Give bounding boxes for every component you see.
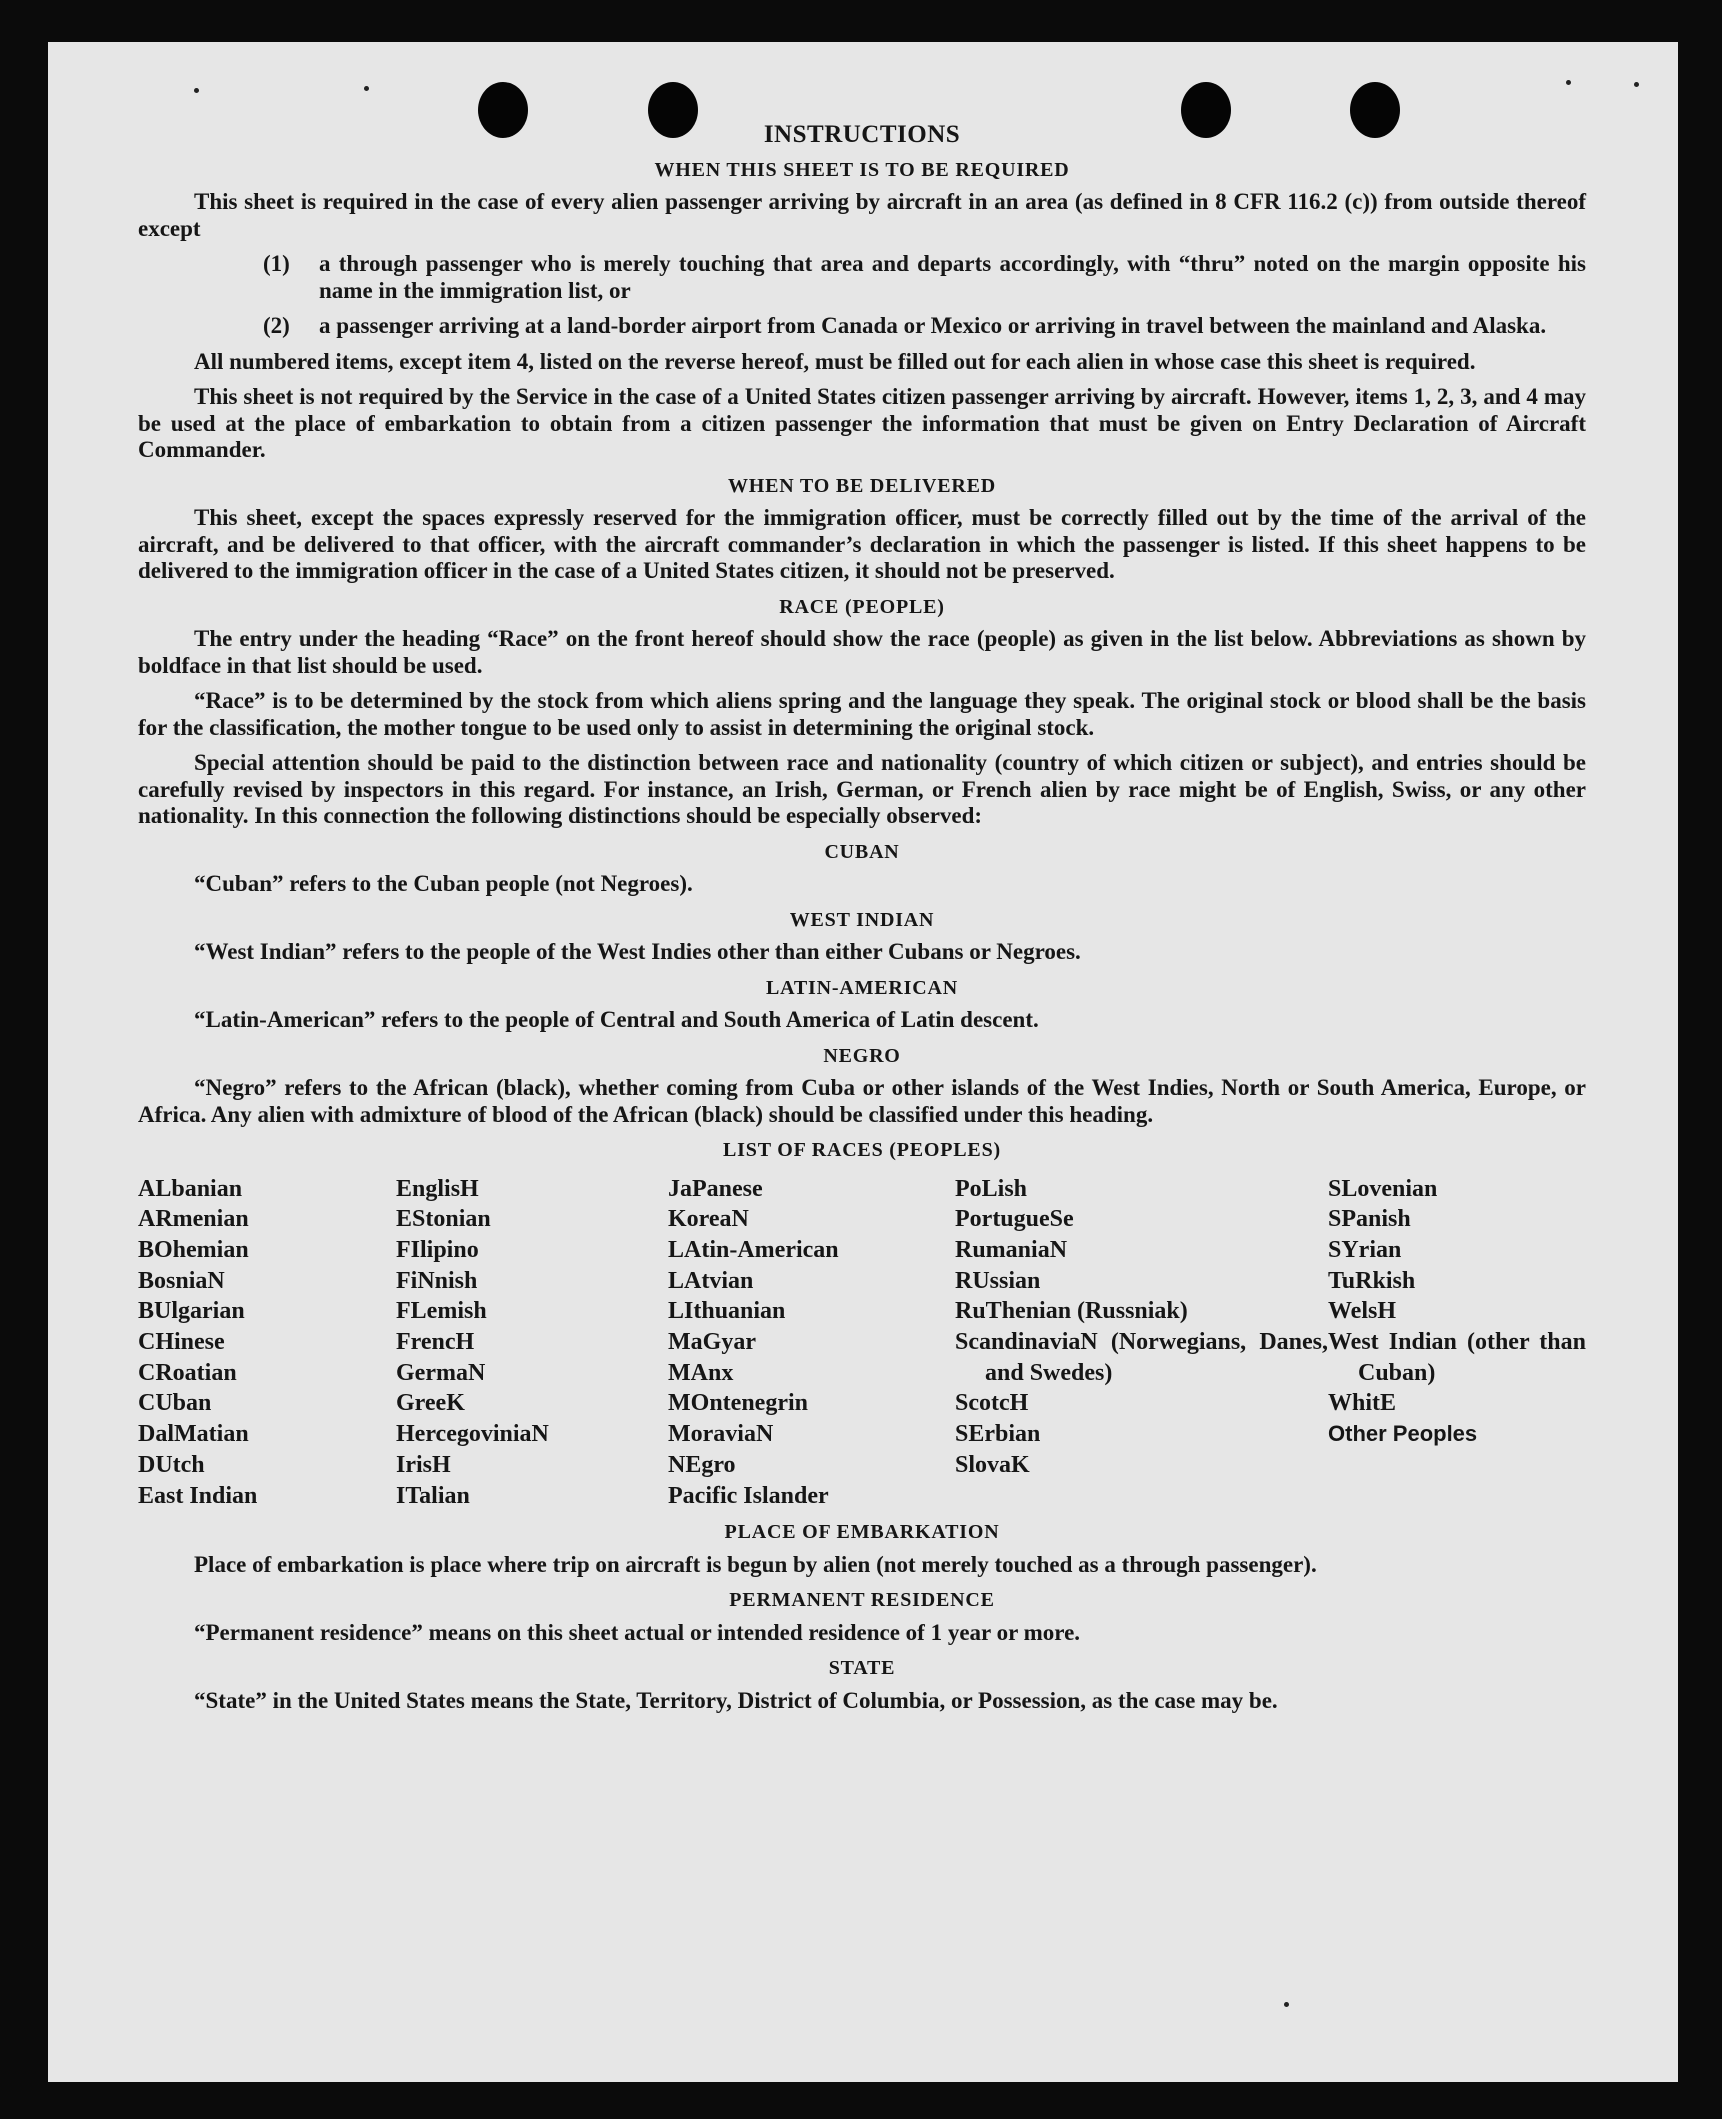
race-entry: RuThenian (Russniak) <box>955 1298 1188 1325</box>
paragraph: “State” in the United States means the State, Territory, District of Columbia, or Possession, as the case may be. <box>194 1687 1278 1713</box>
race-entry: IrisH <box>396 1451 451 1478</box>
race-entry: CHinese <box>138 1329 225 1356</box>
race-entry: HercegoviniaN <box>396 1421 549 1448</box>
paragraph: “West Indian” refers to the people of the West Indies other than either Cubans or Negroes. <box>194 939 1081 964</box>
race-entry: FiNnish <box>396 1267 478 1294</box>
race-entry: BosniaN <box>138 1267 225 1294</box>
section-heading: WHEN THIS SHEET IS TO BE REQUIRED <box>654 158 1070 181</box>
race-entry: FIlipino <box>396 1236 479 1263</box>
race-entry: LIthuanian <box>668 1298 786 1325</box>
race-entry: FLemish <box>396 1298 487 1325</box>
race-column <box>668 1174 955 1512</box>
paragraph: “Permanent residence” means on this sheet actual or intended residence of 1 year or more. <box>194 1619 1081 1645</box>
section-heading: LIST OF RACES (PEOPLES) <box>723 1139 1001 1161</box>
paragraph: All numbered items, except item 4, listed on the reverse hereof, must be filled out for each alien in whose case this sheet is required. <box>194 348 1476 374</box>
speck <box>1566 80 1571 85</box>
item-text: a passenger arriving at a land-border airport from Canada or Mexico or arriving in travel between the mainland and Alaska. <box>319 313 1547 338</box>
race-entry: GermaN <box>396 1359 486 1386</box>
race-entry: GreeK <box>396 1390 465 1417</box>
race-entry: SYrian <box>1328 1236 1402 1263</box>
race-entry: MOntenegrin <box>668 1390 808 1417</box>
paragraph: “Cuban” refers to the Cuban people (not Negroes). <box>194 871 693 896</box>
speck <box>1634 82 1639 87</box>
paragraph: “Race” is to be determined by the stock from which aliens spring and the language they speak. The original stock or blood shall be the basis for the classification, the mother tongue to be used only to assist in determining the original stock. <box>138 688 1586 740</box>
race-entry: LAtin-American <box>668 1236 839 1263</box>
race-entry: EnglisH <box>396 1175 479 1202</box>
paragraph: This sheet is not required by the Service in the case of a United States citizen passenger arriving by aircraft. However, items 1, 2, 3, and 4 may be used at the place of embarkation to obtain from a citizen passenger the information that must be given on Entry Declaration of Aircraft Commander. <box>138 384 1586 462</box>
race-entry: KoreaN <box>668 1206 749 1233</box>
section-heading: LATIN-AMERICAN <box>766 976 958 999</box>
speck <box>194 88 199 93</box>
race-entry: DalMatian <box>138 1421 249 1448</box>
item-text: a through passenger who is merely touching that area and departs accordingly, with “thru” noted on the margin opposite his name in the immigration list, or <box>319 251 1586 303</box>
race-entry: BOhemian <box>138 1236 249 1263</box>
race-entry: PoLish <box>955 1175 1028 1202</box>
paragraph: “Negro” refers to the African (black), whether coming from Cuba or other islands of the West Indies, North or South America, Europe, or Africa. Any alien with admixture of blood of the African (black) should be classified under this heading. <box>138 1075 1586 1127</box>
race-entry: East Indian <box>138 1482 258 1509</box>
paragraph: This sheet, except the spaces expressly reserved for the immigration officer, must be correctly filled out by the time of the arrival of the aircraft, and be delivered to that officer, with the aircraft commander’s declaration in which the passenger is listed. If this sheet happens to be delivered to the immigration officer in the case of a United States citizen, it should not be preserved. <box>138 505 1586 583</box>
race-column <box>396 1174 668 1512</box>
race-list <box>138 1174 1586 1512</box>
section-heading: NEGRO <box>823 1044 901 1067</box>
race-entry: ScandinaviaN (Norwegians, Danes, and Swedes) <box>955 1329 1328 1386</box>
race-entry: WelsH <box>1328 1298 1397 1325</box>
paragraph: This sheet is required in the case of every alien passenger arriving by aircraft in an area (as defined in 8 CFR 116.2 (c)) from outside thereof except <box>138 189 1586 241</box>
race-column <box>138 1174 396 1512</box>
race-entry: JaPanese <box>668 1175 763 1202</box>
race-entry: MaGyar <box>668 1329 756 1356</box>
race-entry: ScotcH <box>955 1390 1029 1417</box>
race-entry-other: Other Peoples <box>1328 1421 1478 1447</box>
race-entry: SlovaK <box>955 1451 1030 1478</box>
section-heading: RACE (PEOPLE) <box>779 595 945 618</box>
race-entry: SLovenian <box>1328 1175 1438 1202</box>
race-entry: ITalian <box>396 1482 470 1509</box>
section-heading: WHEN TO BE DELIVERED <box>727 474 997 497</box>
race-entry: SErbian <box>955 1421 1041 1448</box>
item-number: (2) <box>263 313 290 338</box>
race-entry: TuRkish <box>1328 1267 1416 1294</box>
numbered-item <box>263 313 1586 340</box>
paragraph: “Latin-American” refers to the people of Central and South America of Latin descent. <box>194 1007 1039 1032</box>
section-heading: CUBAN <box>824 840 900 863</box>
section-heading: PLACE OF EMBARKATION <box>724 1521 1000 1544</box>
race-entry: PortugueSe <box>955 1206 1074 1233</box>
race-entry: MoraviaN <box>668 1421 774 1448</box>
paragraph: Place of embarkation is place where trip on aircraft is begun by alien (not merely touched as a through passenger). <box>194 1551 1317 1577</box>
race-entry: DUtch <box>138 1451 205 1478</box>
numbered-item <box>263 251 1586 304</box>
section-heading: PERMANENT RESIDENCE <box>729 1589 995 1612</box>
race-entry: CUban <box>138 1390 212 1417</box>
page-title: INSTRUCTIONS <box>763 121 961 148</box>
race-entry: FrencH <box>396 1329 475 1356</box>
race-column <box>1328 1174 1586 1512</box>
race-entry: NEgro <box>668 1451 736 1478</box>
section-heading: WEST INDIAN <box>789 908 935 931</box>
item-number: (1) <box>263 251 290 276</box>
speck <box>1284 2002 1289 2007</box>
race-entry: RUssian <box>955 1267 1041 1294</box>
paragraph: The entry under the heading “Race” on the front hereof should show the race (people) as given in the list below. Abbreviations as shown by boldface in that list should be used. <box>138 626 1586 678</box>
race-column <box>955 1174 1328 1512</box>
section-heading: STATE <box>828 1657 896 1680</box>
race-entry: ARmenian <box>138 1206 249 1233</box>
instructions-text <box>138 122 1586 1723</box>
race-entry: WhitE <box>1328 1390 1397 1417</box>
race-entry: BUlgarian <box>138 1298 245 1325</box>
speck <box>364 86 369 91</box>
race-entry: SPanish <box>1328 1206 1411 1233</box>
paragraph: Special attention should be paid to the distinction between race and nationality (country of which citizen or subject), and entries should be carefully revised by inspectors in this regard. For instance, an Irish, German, or French alien by race might be of English, Swiss, or any other nationality. In this connection the following distinctions should be especially observed: <box>138 750 1586 828</box>
race-entry: Pacific Islander <box>668 1482 829 1509</box>
race-entry: ALbanian <box>138 1175 243 1202</box>
race-entry: RumaniaN <box>955 1236 1068 1263</box>
race-entry: West Indian (other than Cuban) <box>1328 1329 1586 1386</box>
race-entry: EStonian <box>396 1206 491 1233</box>
race-entry: LAtvian <box>668 1267 754 1294</box>
race-entry: MAnx <box>668 1359 734 1386</box>
race-entry: CRoatian <box>138 1359 237 1386</box>
